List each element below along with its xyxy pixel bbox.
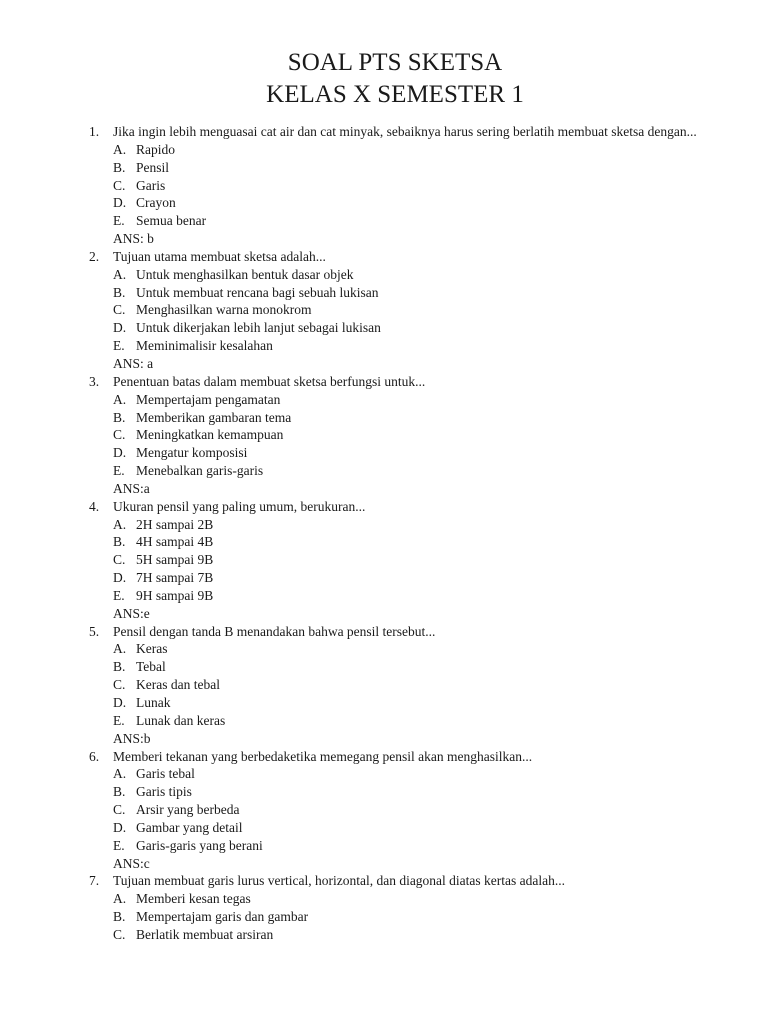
option-letter: A. — [113, 641, 127, 657]
option-letter: D. — [113, 445, 127, 461]
option-text: Garis tipis — [136, 784, 192, 800]
option-letter: B. — [113, 409, 126, 425]
answer-option — [113, 801, 768, 819]
document-header — [0, 47, 768, 111]
answer-option — [113, 569, 768, 587]
answer-option — [113, 426, 768, 444]
option-letter: E. — [113, 587, 125, 603]
option-text: Garis — [136, 177, 166, 193]
option-text: Garis-garis yang berani — [136, 837, 263, 853]
option-text: Memberi kesan tegas — [136, 891, 251, 907]
question-text: Tujuan membuat garis lurus vertical, horizontal, dan diagonal diatas kertas adalah... — [113, 873, 565, 889]
question-text: Tujuan utama membuat sketsa adalah... — [113, 248, 326, 264]
option-text: Untuk dikerjakan lebih lanjut sebagai lukisan — [136, 320, 381, 336]
question-text: Penentuan batas dalam membuat sketsa berfungsi untuk... — [113, 373, 426, 389]
answer-option — [113, 640, 768, 658]
answer-option — [113, 783, 768, 801]
answer-option — [113, 301, 768, 319]
option-letter: B. — [113, 909, 126, 925]
answer-option — [113, 819, 768, 837]
answer-option — [113, 444, 768, 462]
option-text: Lunak — [136, 695, 171, 710]
option-letter: D. — [113, 819, 127, 835]
answer-option — [113, 908, 768, 926]
option-letter: B. — [113, 659, 126, 675]
answer-key: ANS:e — [113, 605, 150, 621]
option-letter: C. — [113, 802, 126, 818]
option-letter: D. — [113, 195, 127, 211]
answer-option — [113, 159, 768, 177]
option-text: Untuk menghasilkan bentuk dasar objek — [136, 266, 354, 282]
option-letter: B. — [113, 534, 126, 550]
question-text: Ukuran pensil yang paling umum, berukuran... — [113, 498, 366, 514]
page-title: SOAL PTS SKETSA — [287, 49, 503, 76]
question-text: Memberi tekanan yang berbedaketika memegang pensil akan menghasilkan... — [113, 748, 533, 764]
option-text: Mempertajam garis dan gambar — [136, 909, 309, 925]
option-text: 9H sampai 9B — [136, 587, 214, 603]
option-text: Crayon — [136, 195, 176, 211]
option-text: Semua benar — [136, 213, 207, 229]
option-letter: A. — [113, 266, 127, 282]
answer-key: ANS: b — [113, 231, 154, 247]
question-item — [0, 623, 768, 748]
question-item — [0, 498, 768, 623]
option-text: Meningkatkan kemampuan — [136, 427, 284, 443]
question-item — [0, 123, 768, 248]
answer-option — [113, 319, 768, 337]
option-text: Lunak dan keras — [136, 712, 226, 728]
option-list — [0, 391, 768, 480]
option-text: Keras — [136, 641, 168, 657]
option-list — [0, 516, 768, 605]
option-text: Pensil — [136, 159, 170, 175]
option-text: Berlatik membuat arsiran — [136, 926, 274, 942]
option-letter: E. — [113, 213, 125, 229]
question-item — [0, 373, 768, 498]
page-subtitle: KELAS X SEMESTER 1 — [266, 81, 524, 108]
question-number: 2. — [89, 248, 100, 264]
option-letter: E. — [113, 712, 125, 728]
option-letter: B. — [113, 284, 126, 300]
option-letter: A. — [113, 141, 127, 157]
option-text: 2H sampai 2B — [136, 516, 214, 532]
answer-option — [113, 462, 768, 480]
question-number: 4. — [89, 498, 100, 514]
option-letter: E. — [113, 463, 125, 479]
option-text: Mengatur komposisi — [136, 445, 248, 461]
option-letter: C. — [113, 427, 126, 443]
option-letter: A. — [113, 766, 127, 782]
answer-option — [113, 765, 768, 783]
option-letter: D. — [113, 695, 127, 710]
option-letter: E. — [113, 338, 125, 354]
option-letter: D. — [113, 320, 127, 336]
answer-option — [113, 712, 768, 730]
answer-key: ANS:c — [113, 855, 150, 871]
question-item — [0, 248, 768, 373]
option-letter: E. — [113, 837, 125, 853]
option-text: Tebal — [136, 659, 166, 675]
answer-option — [113, 284, 768, 302]
question-item — [0, 748, 768, 873]
answer-key: ANS:a — [113, 480, 150, 496]
answer-option — [113, 266, 768, 284]
option-letter: B. — [113, 159, 126, 175]
option-letter: A. — [113, 391, 127, 407]
answer-option — [113, 391, 768, 409]
question-text: Pensil dengan tanda B menandakan bahwa pensil tersebut... — [113, 623, 436, 639]
option-letter: D. — [113, 570, 127, 586]
option-text: Gambar yang detail — [136, 819, 243, 835]
option-letter: C. — [113, 302, 126, 318]
question-text: Jika ingin lebih menguasai cat air dan cat minyak, sebaiknya harus sering berlatih membuat sketsa dengan... — [113, 124, 697, 139]
answer-option — [113, 658, 768, 676]
answer-option — [113, 587, 768, 605]
question-item — [0, 872, 768, 943]
answer-key: ANS: a — [113, 355, 154, 371]
answer-option — [113, 516, 768, 534]
answer-option — [113, 194, 768, 212]
option-text: 5H sampai 9B — [136, 552, 214, 568]
option-text: Memberikan gambaran tema — [136, 409, 292, 425]
answer-option — [113, 212, 768, 230]
option-letter: C. — [113, 677, 126, 693]
option-list — [0, 141, 768, 230]
answer-key: ANS:b — [113, 730, 151, 746]
option-letter: B. — [113, 784, 126, 800]
option-letter: A. — [113, 516, 127, 532]
answer-option — [113, 141, 768, 159]
question-number: 6. — [89, 748, 100, 764]
option-list — [0, 765, 768, 854]
option-text: Keras dan tebal — [136, 677, 220, 693]
answer-option — [113, 337, 768, 355]
option-text: 7H sampai 7B — [136, 570, 214, 586]
question-number: 1. — [89, 124, 100, 139]
option-list — [0, 640, 768, 729]
answer-option — [113, 177, 768, 195]
option-letter: C. — [113, 177, 126, 193]
option-text: Garis tebal — [136, 766, 195, 782]
option-list — [0, 266, 768, 355]
option-text: Meminimalisir kesalahan — [136, 338, 273, 354]
answer-option — [113, 926, 768, 944]
question-number: 3. — [89, 373, 100, 389]
option-text: Arsir yang berbeda — [136, 802, 240, 818]
option-letter: C. — [113, 926, 126, 942]
answer-option — [113, 551, 768, 569]
option-letter: C. — [113, 552, 126, 568]
answer-option — [113, 409, 768, 427]
question-list — [0, 123, 768, 944]
answer-option — [113, 533, 768, 551]
option-list — [0, 890, 768, 944]
option-text: Menghasilkan warna monokrom — [136, 302, 312, 318]
answer-option — [113, 890, 768, 908]
option-text: 4H sampai 4B — [136, 534, 214, 550]
option-letter: A. — [113, 891, 127, 907]
answer-option — [113, 694, 768, 712]
question-number: 5. — [89, 623, 100, 639]
option-text: Rapido — [136, 141, 175, 157]
option-text: Mempertajam pengamatan — [136, 391, 281, 407]
answer-option — [113, 676, 768, 694]
question-number: 7. — [89, 873, 100, 889]
option-text: Menebalkan garis-garis — [136, 463, 264, 479]
option-text: Untuk membuat rencana bagi sebuah lukisan — [136, 284, 379, 300]
answer-option — [113, 837, 768, 855]
